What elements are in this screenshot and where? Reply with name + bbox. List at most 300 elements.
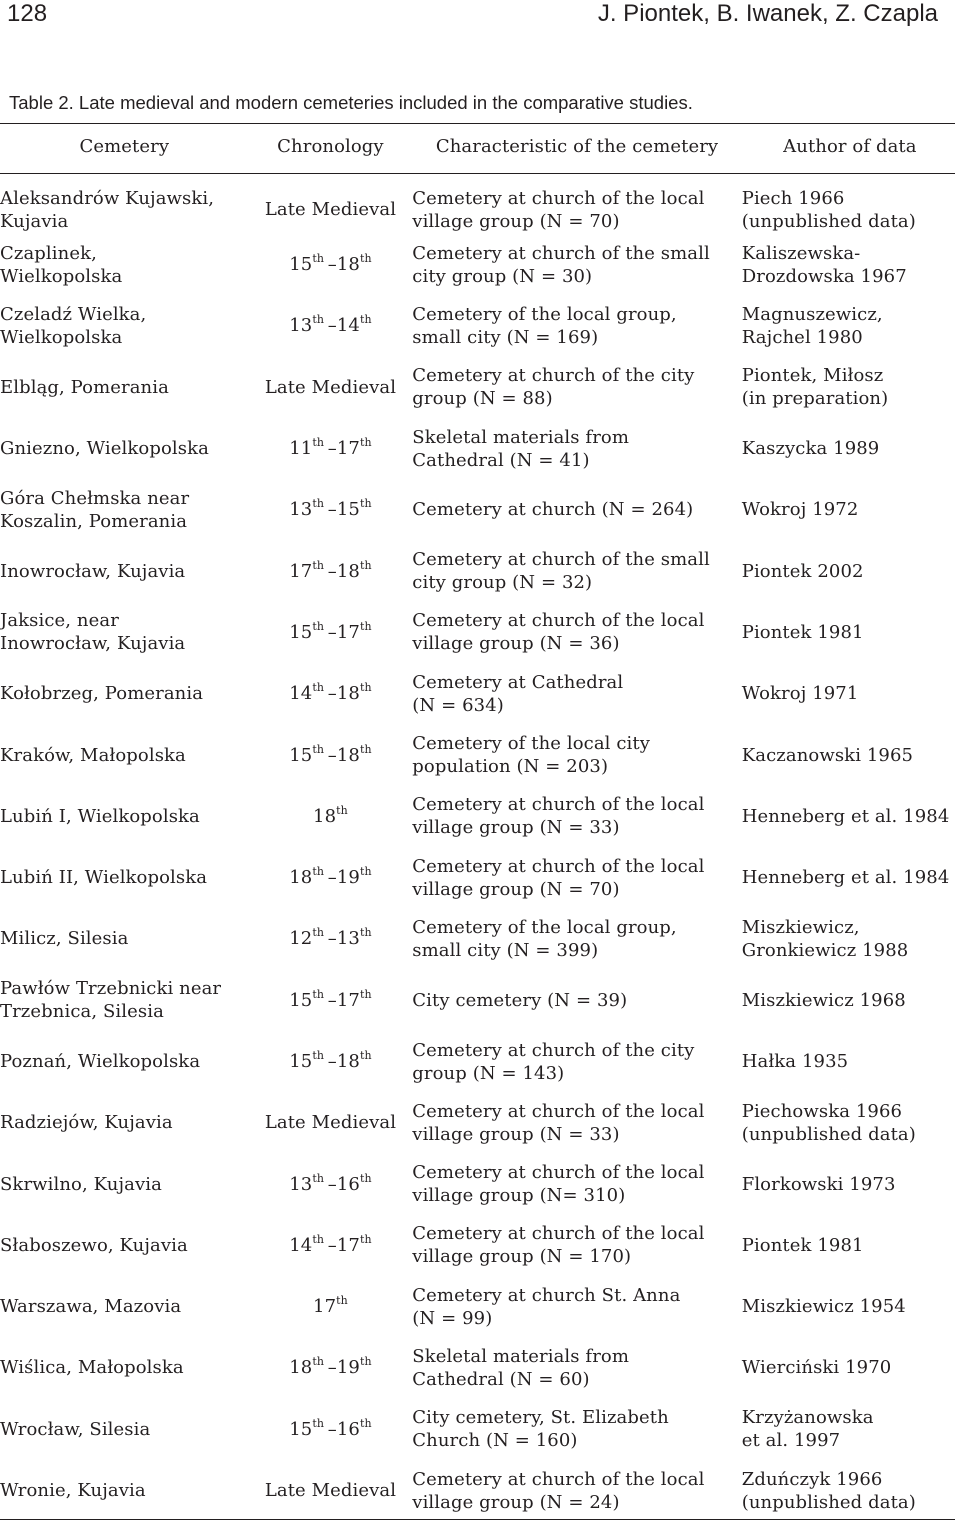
ordinal-suffix: th bbox=[312, 436, 325, 450]
ordinal-suffix: th bbox=[336, 803, 348, 817]
ordinal-suffix: th bbox=[359, 742, 372, 756]
characteristic-cell bbox=[412, 970, 741, 1031]
author-cell-line: Henneberg et al. 1984 bbox=[741, 805, 950, 827]
chronology-cell bbox=[249, 724, 413, 785]
characteristic-cell bbox=[412, 540, 741, 601]
ordinal-suffix: th bbox=[312, 313, 325, 327]
chronology-cell bbox=[249, 173, 413, 234]
characteristic-cell-line: village group (N = 170) bbox=[412, 1246, 632, 1268]
cemetery-cell-line: Lubiń II, Wielkopolska bbox=[0, 867, 208, 889]
cemetery-cell bbox=[0, 970, 249, 1031]
table-row bbox=[0, 295, 958, 356]
ordinal-suffix: th bbox=[359, 252, 372, 266]
cemetery-cell bbox=[0, 234, 249, 295]
chronology-cell bbox=[249, 234, 413, 295]
range-dash: – bbox=[324, 499, 337, 521]
range-dash: – bbox=[324, 621, 337, 643]
cemetery-cell-line: Słaboszewo, Kujavia bbox=[0, 1234, 188, 1256]
ordinal-suffix: th bbox=[359, 436, 372, 450]
characteristic-cell-line: village group (N = 33) bbox=[412, 817, 620, 839]
cemetery-cell-line: Lubiń I, Wielkopolska bbox=[0, 805, 200, 827]
ordinal-suffix: th bbox=[312, 865, 325, 879]
cemetery-cell-line: Góra Chełmska near bbox=[0, 487, 190, 509]
characteristic-cell-line: village group (N = 33) bbox=[412, 1123, 620, 1145]
ordinal-suffix: th bbox=[312, 497, 325, 511]
range-dash: – bbox=[324, 254, 337, 276]
characteristic-cell-line: Cemetery at Cathedral bbox=[412, 671, 624, 693]
chronology-from: 15 bbox=[289, 1418, 313, 1440]
table-row bbox=[0, 724, 958, 785]
characteristic-cell bbox=[412, 479, 741, 540]
chronology-to: 18 bbox=[336, 744, 360, 766]
chronology-to: 16 bbox=[336, 1173, 360, 1195]
ordinal-suffix: th bbox=[336, 1294, 348, 1308]
author-cell-line: Miszkiewicz 1968 bbox=[741, 989, 906, 1011]
range-dash: – bbox=[324, 1357, 337, 1379]
range-dash: – bbox=[324, 1234, 337, 1256]
chronology-cell bbox=[249, 1399, 413, 1460]
table-row bbox=[0, 173, 958, 234]
author-cell-line: Piontek 2002 bbox=[741, 560, 864, 582]
chronology-cell bbox=[249, 847, 413, 908]
chronology-from: 13 bbox=[289, 1173, 313, 1195]
range-dash: – bbox=[324, 438, 337, 460]
characteristic-cell bbox=[412, 173, 741, 234]
characteristic-cell bbox=[412, 295, 741, 356]
cemetery-table bbox=[0, 135, 958, 1521]
author-cell bbox=[742, 479, 958, 540]
cemetery-cell bbox=[0, 847, 249, 908]
author-cell-line: et al. 1997 bbox=[741, 1430, 841, 1452]
author-cell bbox=[742, 357, 958, 418]
chronology-from: 15 bbox=[289, 254, 313, 276]
cemetery-cell-line: Inowrocław, Kujavia bbox=[0, 633, 186, 655]
ordinal-suffix: th bbox=[312, 619, 325, 633]
cemetery-cell-line: Wrocław, Silesia bbox=[0, 1418, 151, 1440]
chronology-to: 17 bbox=[336, 621, 360, 643]
chronology-to: 13 bbox=[336, 928, 360, 950]
author-cell bbox=[742, 724, 958, 785]
author-cell bbox=[742, 1031, 958, 1092]
author-cell bbox=[742, 418, 958, 479]
characteristic-cell-line: Cathedral (N = 41) bbox=[412, 449, 590, 471]
cemetery-cell bbox=[0, 602, 249, 663]
characteristic-cell-line: Cathedral (N = 60) bbox=[412, 1368, 590, 1390]
author-cell-line: Piontek 1981 bbox=[741, 1234, 864, 1256]
ordinal-suffix: th bbox=[359, 1232, 372, 1246]
table-row bbox=[0, 602, 958, 663]
ordinal-suffix: th bbox=[312, 742, 325, 756]
ordinal-suffix: th bbox=[312, 1355, 325, 1369]
ordinal-suffix: th bbox=[359, 681, 372, 695]
table-row bbox=[0, 234, 958, 295]
author-cell bbox=[742, 1460, 958, 1521]
table-row bbox=[0, 1092, 958, 1153]
chronology-from: 14 bbox=[289, 683, 313, 705]
author-cell-line: Magnuszewicz, bbox=[741, 303, 883, 325]
cemetery-cell-line: Kujavia bbox=[0, 210, 69, 232]
chronology-from: 12 bbox=[289, 928, 313, 950]
characteristic-cell-line: Cemetery at church of the local bbox=[412, 794, 705, 816]
table-caption: Table 2. Late medieval and modern cemeteries included in the comparative studies. bbox=[9, 92, 693, 113]
chronology-to: 17 bbox=[336, 438, 360, 460]
ordinal-suffix: th bbox=[359, 987, 372, 1001]
ordinal-suffix: th bbox=[312, 1049, 325, 1062]
chronology-from: 18 bbox=[313, 805, 337, 827]
author-cell bbox=[742, 1276, 958, 1337]
chronology-cell bbox=[249, 418, 413, 479]
cemetery-cell bbox=[0, 1031, 249, 1092]
cemetery-cell bbox=[0, 173, 249, 234]
cemetery-cell-line: Wiślica, Małopolska bbox=[0, 1357, 184, 1379]
table-row bbox=[0, 357, 958, 418]
author-cell-line: Miszkiewicz 1954 bbox=[741, 1296, 906, 1318]
characteristic-cell-line: Cemetery at church of the local bbox=[412, 855, 705, 877]
chronology-text: Late Medieval bbox=[264, 1480, 397, 1502]
chronology-to: 17 bbox=[336, 1234, 360, 1256]
author-cell bbox=[742, 1153, 958, 1214]
characteristic-cell-line: Cemetery at church of the small bbox=[412, 549, 710, 571]
author-cell-line: Wierciński 1970 bbox=[741, 1357, 892, 1379]
chronology-from: 17 bbox=[289, 560, 313, 582]
cemetery-cell bbox=[0, 908, 249, 969]
cemetery-cell-line: Wronie, Kujavia bbox=[0, 1480, 146, 1502]
characteristic-cell bbox=[412, 847, 741, 908]
chronology-to: 18 bbox=[336, 560, 360, 582]
range-dash: – bbox=[324, 744, 337, 766]
table-row bbox=[0, 908, 958, 969]
characteristic-cell-line: Cemetery at church of the city bbox=[412, 1039, 695, 1061]
chronology-from: 15 bbox=[289, 989, 313, 1011]
chronology-to: 15 bbox=[336, 499, 360, 521]
author-cell-line: Drozdowska 1967 bbox=[741, 265, 907, 287]
author-cell bbox=[742, 970, 958, 1031]
author-cell-line: Kaczanowski 1965 bbox=[741, 744, 914, 766]
cemetery-cell-line: Pawłów Trzebnicki near bbox=[0, 978, 222, 1000]
characteristic-cell-line: village group (N = 24) bbox=[412, 1491, 620, 1513]
ordinal-suffix: th bbox=[359, 1171, 372, 1185]
chronology-from: 18 bbox=[289, 1357, 313, 1379]
column-header-cemetery: Cemetery bbox=[79, 136, 170, 157]
characteristic-cell-line: Cemetery of the local group, bbox=[412, 916, 677, 938]
characteristic-cell-line: Cemetery at church of the city bbox=[412, 365, 695, 387]
cemetery-cell-line: Jaksice, near bbox=[0, 610, 119, 632]
ordinal-suffix: th bbox=[359, 619, 372, 633]
table-row bbox=[0, 540, 958, 601]
cemetery-cell-line: Poznań, Wielkopolska bbox=[0, 1051, 201, 1072]
column-header-characteristic: Characteristic of the cemetery bbox=[435, 136, 719, 157]
ordinal-suffix: th bbox=[359, 1049, 372, 1062]
cemetery-cell-line: Kraków, Małopolska bbox=[0, 744, 186, 766]
ordinal-suffix: th bbox=[312, 987, 325, 1001]
characteristic-cell bbox=[412, 1031, 741, 1092]
characteristic-cell bbox=[412, 724, 741, 785]
chronology-cell bbox=[249, 786, 413, 847]
author-cell-line: (unpublished data) bbox=[741, 1491, 916, 1513]
range-dash: – bbox=[324, 315, 337, 337]
chronology-from: 18 bbox=[289, 867, 313, 889]
table-row bbox=[0, 1399, 958, 1460]
author-cell-line: Kaszycka 1989 bbox=[741, 438, 880, 460]
range-dash: – bbox=[324, 989, 337, 1011]
characteristic-cell bbox=[412, 1215, 741, 1276]
table-row bbox=[0, 1153, 958, 1214]
author-cell-line: Piontek 1981 bbox=[741, 621, 864, 643]
chronology-to: 14 bbox=[336, 315, 360, 337]
range-dash: – bbox=[324, 1173, 337, 1195]
ordinal-suffix: th bbox=[312, 1171, 325, 1185]
table-top-rule bbox=[0, 123, 955, 124]
chronology-cell bbox=[249, 602, 413, 663]
range-dash: – bbox=[324, 560, 337, 582]
chronology-from: 15 bbox=[289, 1051, 313, 1072]
author-cell bbox=[742, 295, 958, 356]
author-cell bbox=[742, 908, 958, 969]
characteristic-cell-line: Skeletal materials from bbox=[412, 1345, 630, 1367]
characteristic-cell-line: group (N = 143) bbox=[412, 1062, 565, 1084]
ordinal-suffix: th bbox=[359, 1355, 372, 1369]
cemetery-cell bbox=[0, 1276, 249, 1337]
ordinal-suffix: th bbox=[312, 1232, 325, 1246]
author-cell bbox=[742, 173, 958, 234]
chronology-text: Late Medieval bbox=[264, 199, 397, 220]
range-dash: – bbox=[324, 1418, 337, 1440]
cemetery-cell-line: Milicz, Silesia bbox=[0, 928, 129, 950]
chronology-text: Late Medieval bbox=[264, 376, 397, 398]
author-cell-line: Hałka 1935 bbox=[741, 1051, 849, 1072]
cemetery-cell-line: Koszalin, Pomerania bbox=[0, 510, 188, 532]
column-header-chronology: Chronology bbox=[277, 136, 384, 157]
page-header bbox=[0, 0, 960, 30]
author-cell-line: Rajchel 1980 bbox=[741, 326, 863, 348]
characteristic-cell-line: city group (N = 32) bbox=[412, 572, 593, 594]
chronology-to: 19 bbox=[336, 1357, 360, 1379]
characteristic-cell-line: city group (N = 30) bbox=[412, 265, 593, 287]
ordinal-suffix: th bbox=[359, 865, 372, 879]
cemetery-cell bbox=[0, 1460, 249, 1521]
author-cell bbox=[742, 540, 958, 601]
cemetery-cell-line: Kołobrzeg, Pomerania bbox=[0, 683, 204, 705]
cemetery-cell-line: Trzebnica, Silesia bbox=[0, 1001, 164, 1023]
author-cell-line: Piontek, Miłosz bbox=[741, 365, 884, 387]
cemetery-cell-line: Czaplinek, bbox=[0, 242, 97, 264]
chronology-from: 13 bbox=[289, 315, 313, 337]
chronology-cell bbox=[249, 663, 413, 724]
table-row bbox=[0, 847, 958, 908]
table-row bbox=[0, 479, 958, 540]
cemetery-cell-line: Czeladź Wielka, bbox=[0, 303, 147, 325]
chronology-from: 11 bbox=[289, 438, 313, 460]
characteristic-cell-line: Cemetery of the local group, bbox=[412, 303, 677, 325]
author-cell-line: Piechowska 1966 bbox=[741, 1100, 903, 1122]
cemetery-cell bbox=[0, 724, 249, 785]
author-cell bbox=[742, 1337, 958, 1398]
author-cell bbox=[742, 602, 958, 663]
chronology-to: 16 bbox=[336, 1418, 360, 1440]
cemetery-cell-line: Wielkopolska bbox=[0, 265, 123, 287]
chronology-cell bbox=[249, 295, 413, 356]
characteristic-cell-line: (N = 634) bbox=[412, 694, 504, 716]
cemetery-cell bbox=[0, 418, 249, 479]
cemetery-cell bbox=[0, 540, 249, 601]
cemetery-cell bbox=[0, 357, 249, 418]
table-row bbox=[0, 786, 958, 847]
characteristic-cell bbox=[412, 418, 741, 479]
cemetery-cell bbox=[0, 1092, 249, 1153]
chronology-text: Late Medieval bbox=[264, 1112, 397, 1134]
cemetery-cell bbox=[0, 786, 249, 847]
ordinal-suffix: th bbox=[312, 681, 325, 695]
chronology-cell bbox=[249, 479, 413, 540]
table-row bbox=[0, 1460, 958, 1521]
characteristic-cell-line: Cemetery at church of the local bbox=[412, 1223, 705, 1245]
author-cell bbox=[742, 847, 958, 908]
author-cell-line: Krzyżanowska bbox=[741, 1407, 874, 1429]
author-cell-line: Kaliszewska- bbox=[741, 242, 861, 264]
author-cell-line: (in preparation) bbox=[741, 388, 889, 410]
table-header-row bbox=[0, 135, 958, 173]
characteristic-cell bbox=[412, 1092, 741, 1153]
chronology-cell bbox=[249, 1215, 413, 1276]
author-cell-line: Piech 1966 bbox=[741, 187, 845, 209]
author-cell-line: Gronkiewicz 1988 bbox=[741, 939, 909, 961]
chronology-cell bbox=[249, 970, 413, 1031]
chronology-from: 15 bbox=[289, 744, 313, 766]
ordinal-suffix: th bbox=[312, 558, 325, 572]
cemetery-cell-line: Warszawa, Mazovia bbox=[0, 1296, 182, 1318]
table-row bbox=[0, 418, 958, 479]
characteristic-cell-line: village group (N = 70) bbox=[412, 878, 620, 900]
characteristic-cell-line: Cemetery at church of the local bbox=[412, 1100, 705, 1122]
ordinal-suffix: th bbox=[359, 313, 372, 327]
author-cell bbox=[742, 234, 958, 295]
cemetery-cell-line: Skrwilno, Kujavia bbox=[0, 1173, 162, 1195]
author-cell bbox=[742, 663, 958, 724]
table-row bbox=[0, 970, 958, 1031]
characteristic-cell bbox=[412, 1337, 741, 1398]
characteristic-cell-line: small city (N = 399) bbox=[412, 939, 599, 961]
characteristic-cell-line: Cemetery at church of the local bbox=[412, 1468, 705, 1490]
characteristic-cell-line: village group (N= 310) bbox=[412, 1185, 626, 1207]
table-row bbox=[0, 663, 958, 724]
range-dash: – bbox=[324, 683, 337, 705]
characteristic-cell-line: Cemetery at church (N = 264) bbox=[412, 499, 694, 521]
characteristic-cell-line: village group (N = 36) bbox=[412, 633, 620, 655]
characteristic-cell-line: (N = 99) bbox=[412, 1307, 493, 1329]
range-dash: – bbox=[324, 867, 337, 889]
author-cell-line: Zduńczyk 1966 bbox=[741, 1468, 883, 1490]
ordinal-suffix: th bbox=[312, 926, 325, 940]
chronology-to: 18 bbox=[336, 1051, 360, 1072]
chronology-to: 18 bbox=[336, 683, 360, 705]
ordinal-suffix: th bbox=[312, 1416, 325, 1430]
table-body bbox=[0, 173, 958, 1521]
characteristic-cell bbox=[412, 1460, 741, 1521]
author-cell-line: Wokroj 1971 bbox=[741, 683, 859, 705]
ordinal-suffix: th bbox=[359, 1416, 372, 1430]
chronology-cell bbox=[249, 540, 413, 601]
characteristic-cell-line: small city (N = 169) bbox=[412, 326, 599, 348]
characteristic-cell bbox=[412, 234, 741, 295]
chronology-cell bbox=[249, 1337, 413, 1398]
cemetery-cell bbox=[0, 1337, 249, 1398]
author-cell-line: (unpublished data) bbox=[741, 210, 916, 232]
characteristic-cell-line: village group (N = 70) bbox=[412, 210, 620, 232]
chronology-cell bbox=[249, 908, 413, 969]
table-row bbox=[0, 1276, 958, 1337]
characteristic-cell-line: Church (N = 160) bbox=[412, 1430, 578, 1452]
characteristic-cell bbox=[412, 1153, 741, 1214]
cemetery-cell bbox=[0, 295, 249, 356]
chronology-cell bbox=[249, 1153, 413, 1214]
ordinal-suffix: th bbox=[359, 497, 372, 511]
characteristic-cell-line: Cemetery at church of the small bbox=[412, 242, 710, 264]
author-cell bbox=[742, 1092, 958, 1153]
characteristic-cell-line: Cemetery at church of the local bbox=[412, 1162, 705, 1184]
chronology-cell bbox=[249, 1031, 413, 1092]
chronology-cell bbox=[249, 1276, 413, 1337]
ordinal-suffix: th bbox=[359, 558, 372, 572]
author-cell bbox=[742, 1399, 958, 1460]
cemetery-cell bbox=[0, 1153, 249, 1214]
characteristic-cell-line: Skeletal materials from bbox=[412, 426, 630, 448]
characteristic-cell-line: Cemetery at church of the local bbox=[412, 610, 705, 632]
chronology-cell bbox=[249, 1460, 413, 1521]
running-head: J. Piontek, B. Iwanek, Z. Czapla bbox=[597, 0, 938, 27]
ordinal-suffix: th bbox=[359, 926, 372, 940]
chronology-cell bbox=[249, 357, 413, 418]
characteristic-cell bbox=[412, 1276, 741, 1337]
characteristic-cell-line: Cemetery of the local city bbox=[412, 733, 650, 755]
characteristic-cell-line: population (N = 203) bbox=[412, 756, 609, 778]
page-number: 128 bbox=[7, 0, 48, 27]
cemetery-cell-line: Aleksandrów Kujawski, bbox=[0, 187, 215, 209]
cemetery-cell-line: Gniezno, Wielkopolska bbox=[0, 438, 209, 460]
chronology-from: 15 bbox=[289, 621, 313, 643]
chronology-to: 17 bbox=[336, 989, 360, 1011]
author-cell bbox=[742, 1215, 958, 1276]
author-cell bbox=[742, 786, 958, 847]
author-cell-line: Henneberg et al. 1984 bbox=[741, 867, 950, 889]
chronology-from: 17 bbox=[313, 1296, 337, 1318]
cemetery-cell bbox=[0, 479, 249, 540]
cemetery-cell bbox=[0, 1399, 249, 1460]
cemetery-cell bbox=[0, 1215, 249, 1276]
characteristic-cell bbox=[412, 357, 741, 418]
table-row bbox=[0, 1031, 958, 1092]
chronology-cell bbox=[249, 1092, 413, 1153]
chronology-to: 19 bbox=[336, 867, 360, 889]
characteristic-cell bbox=[412, 908, 741, 969]
range-dash: – bbox=[324, 928, 337, 950]
characteristic-cell bbox=[412, 663, 741, 724]
ordinal-suffix: th bbox=[312, 252, 325, 266]
cemetery-cell-line: Inowrocław, Kujavia bbox=[0, 560, 186, 582]
column-header-author: Author of data bbox=[783, 136, 917, 157]
author-cell-line: Florkowski 1973 bbox=[741, 1173, 896, 1195]
characteristic-cell-line: Cemetery at church St. Anna bbox=[412, 1284, 681, 1306]
cemetery-cell-line: Wielkopolska bbox=[0, 326, 123, 348]
characteristic-cell bbox=[412, 602, 741, 663]
table-row bbox=[0, 1215, 958, 1276]
cemetery-cell bbox=[0, 663, 249, 724]
characteristic-cell-line: group (N = 88) bbox=[412, 388, 553, 410]
chronology-to: 18 bbox=[336, 254, 360, 276]
author-cell-line: Wokroj 1972 bbox=[741, 499, 859, 521]
range-dash: – bbox=[324, 1051, 337, 1072]
characteristic-cell-line: Cemetery at church of the local bbox=[412, 187, 705, 209]
table-row bbox=[0, 1337, 958, 1398]
